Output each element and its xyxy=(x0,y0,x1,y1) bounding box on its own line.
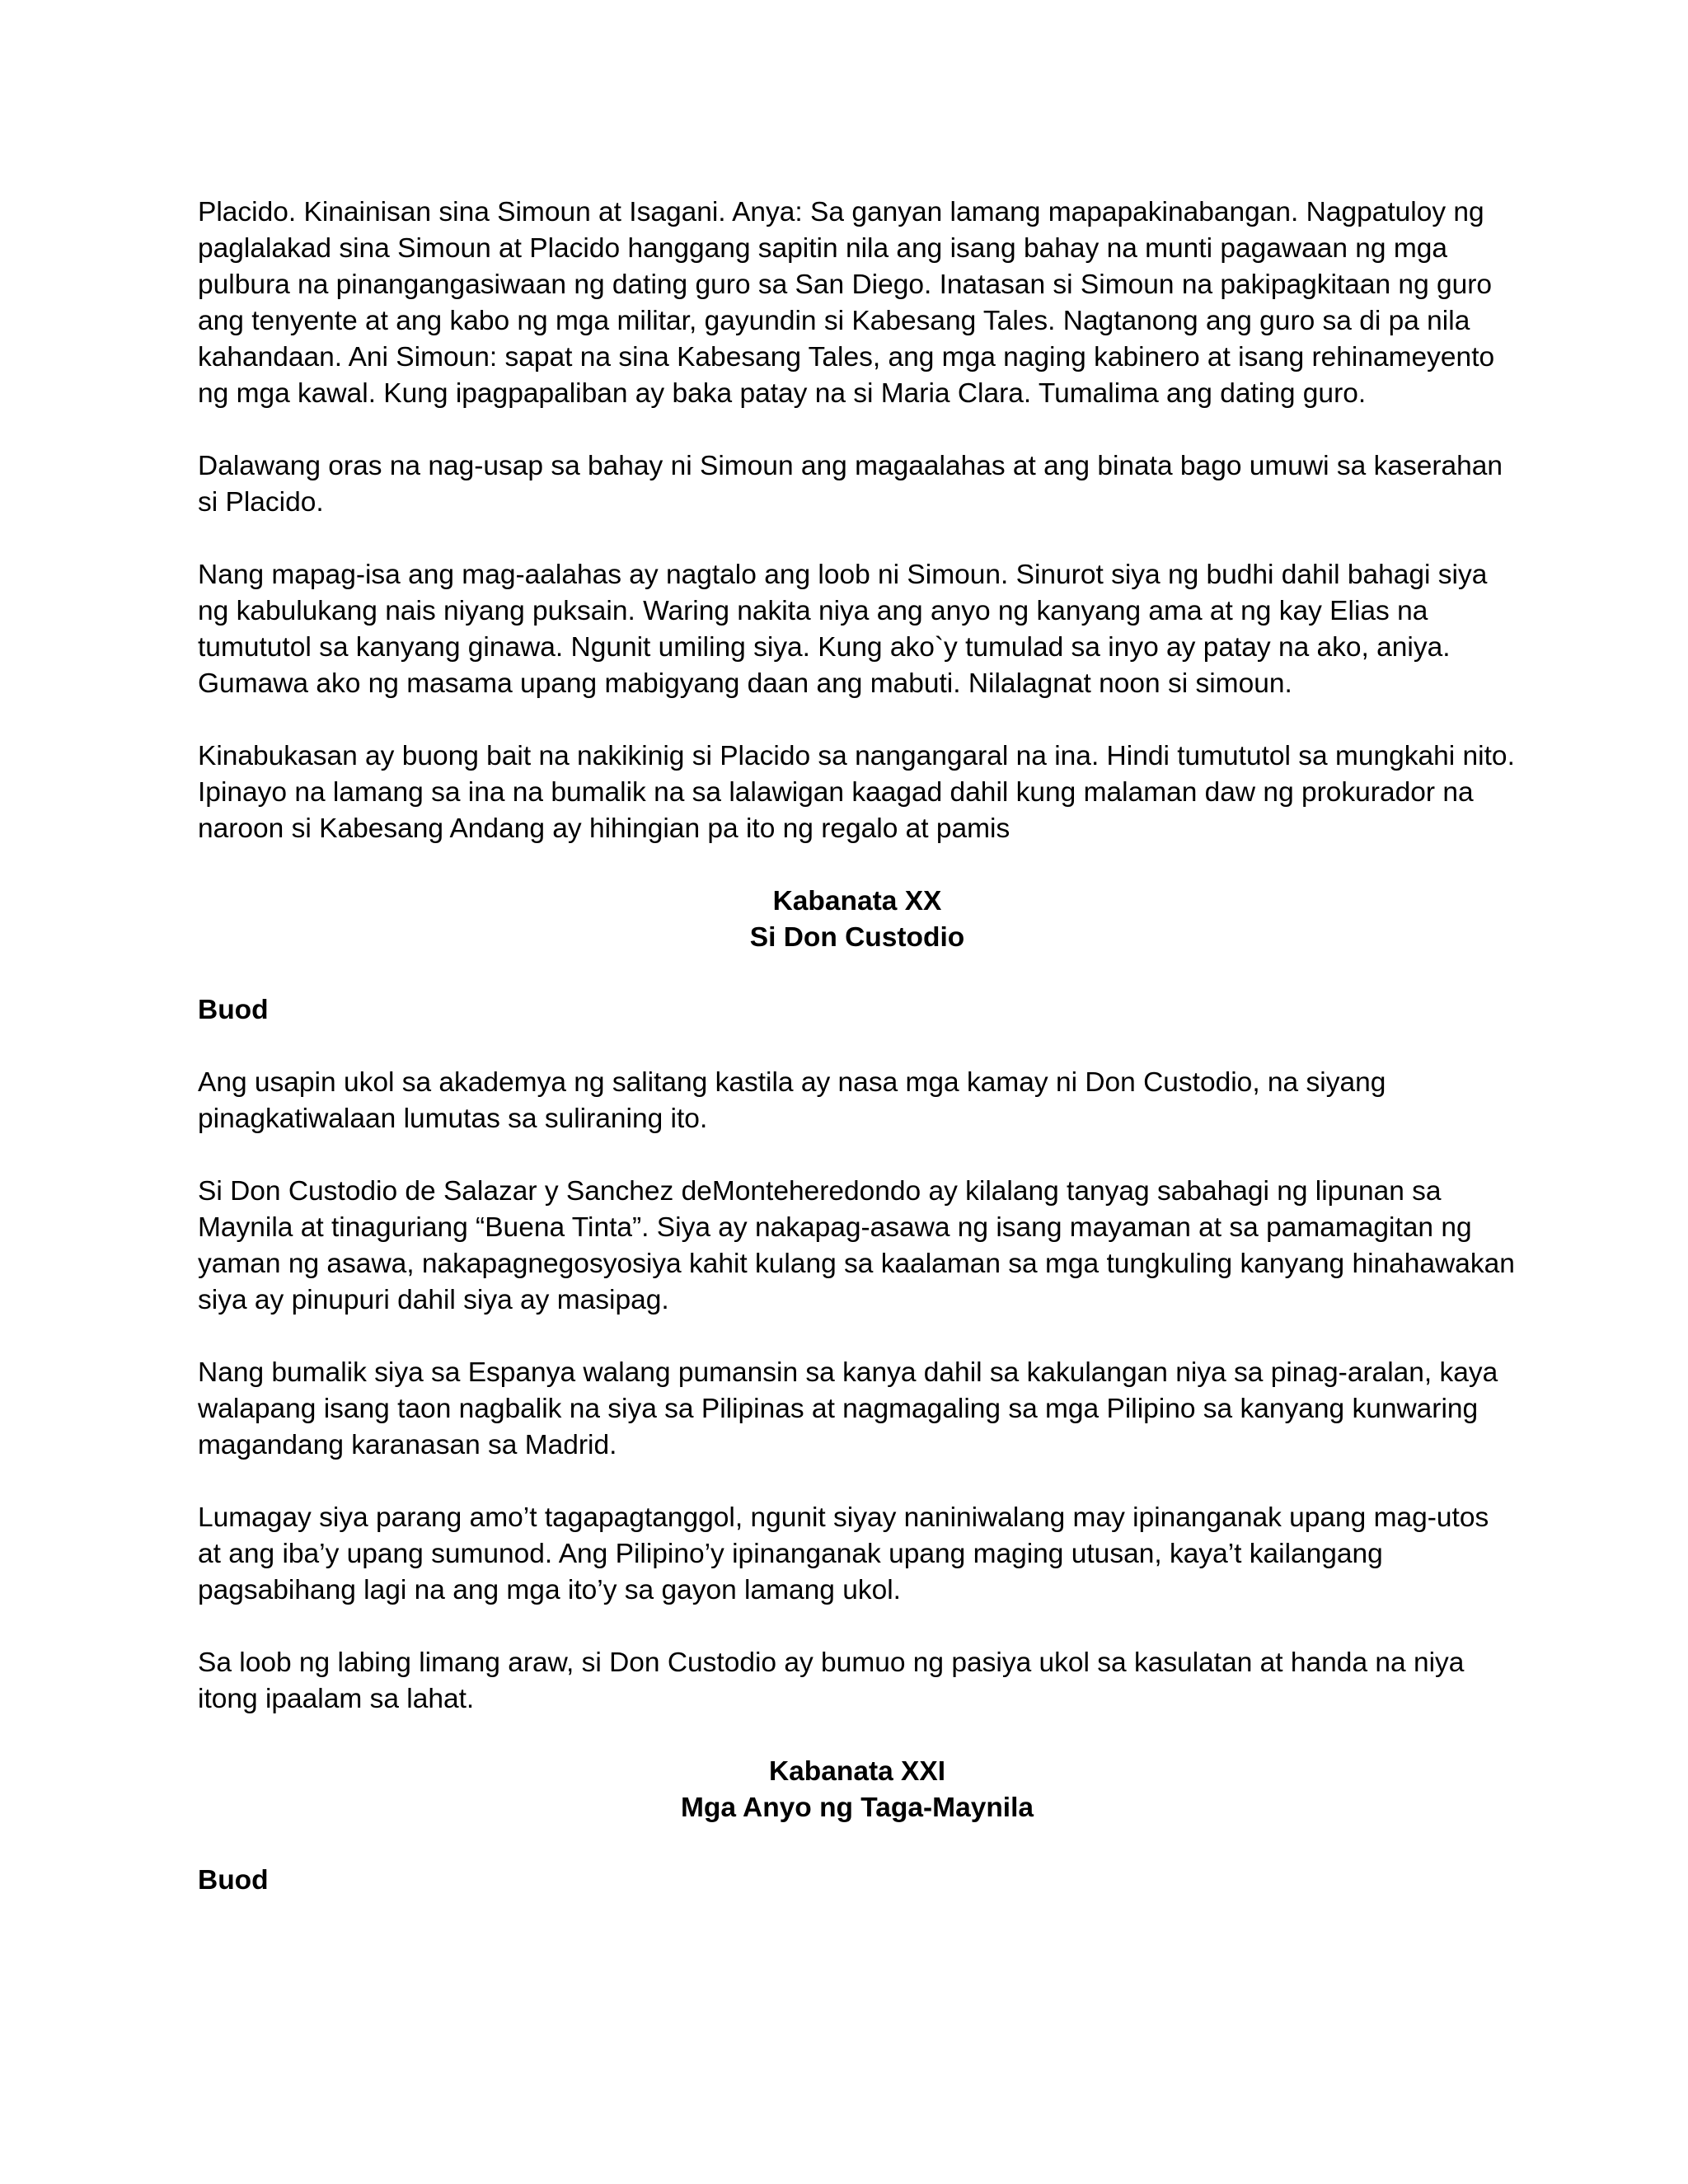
chapter-20-heading xyxy=(198,883,1517,956)
paragraph-dalawang-oras: Dalawang oras na nag-usap sa bahay ni Simoun ang magaalahas at ang binata bago umuwi sa kaserahan si Placido. xyxy=(198,451,1503,518)
paragraph-mapag-isa: Nang mapag-isa ang mag-aalahas ay nagtalo ang loob ni Simoun. Sinurot siya ng budhi dahil bahagi siya ng kabulukang nais niyang puksain. Waring nakita niya ang anyo ng kanyang ama at ng kay Elias na tumututol sa kanyang ginawa. Ngunit umiling siya. Kung ako`y tumulad sa inyo ay patay na ako, aniya. Gumawa ako ng masama upang mabigyang daan ang mabuti. Nilalagnat noon si simoun. xyxy=(198,560,1488,699)
chapter-20-paragraph-3: Nang bumalik siya sa Espanya walang pumansin sa kanya dahil sa kakulangan niya sa pinag-aralan, kaya walapang isang taon nagbalik na siya sa Pilipinas at nagmagaling sa mga Pilipino sa kanyang kunwaring magandang karanasan sa Madrid. xyxy=(198,1357,1498,1460)
chapter-21-title: Mga Anyo ng Taga-Maynila xyxy=(680,1793,1034,1823)
paragraph-kinabukasan: Kinabukasan ay buong bait na nakikinig si Placido sa nangangaral na ina. Hindi tumututol sa mungkahi nito. Ipinayo na lamang sa ina na bumalik na sa lalawigan kaagad dahil kung malaman daw ng prokurador na naroon si Kabesang Andang ay hihingian pa ito ng regalo at pamis xyxy=(198,741,1515,844)
chapter-20-paragraph-2: Si Don Custodio de Salazar y Sanchez deMonteheredondo ay kilalang tanyag sabahagi ng lipunan sa Maynila at tinaguriang “Buena Tinta”. Siya ay nakapag-asawa ng isang mayaman at sa pamamagitan ng yaman ng asawa, nakapagnegosyosiya kahit kulang sa kaalaman sa mga tungkuling kanyang hinahawakan siya ay pinupuri dahil siya ay masipag. xyxy=(198,1176,1515,1315)
chapter-20-paragraph-1: Ang usapin ukol sa akademya ng salitang kastila ay nasa mga kamay ni Don Custodio, na siyang pinagkatiwalaan lumutas sa suliraning ito. xyxy=(198,1067,1386,1134)
chapter-20-paragraph-5: Sa loob ng labing limang araw, si Don Custodio ay bumuo ng pasiya ukol sa kasulatan at handa na niya itong ipaalam sa lahat. xyxy=(198,1647,1465,1714)
chapter-20-number: Kabanata XX xyxy=(772,886,942,916)
paragraph-placido-simoun: Placido. Kinainisan sina Simoun at Isagani. Anya: Sa ganyan lamang mapapakinabangan. Nagpatuloy ng paglalakad sina Simoun at Placido hanggang sapitin nila ang isang bahay na munti pagawaan ng mga pulbura na pinangangasiwaan ng dating guro sa San Diego. Inatasan si Simoun na pakipagkitaan ng guro ang tenyente at ang kabo ng mga militar, gayundin si Kabesang Tales. Nagtanong ang guro sa di pa nila kahandaan. Ani Simoun: sapat na sina Kabesang Tales, ang mga naging kabinero at isang rehinameyento ng mga kawal. Kung ipagpapaliban ay baka patay na si Maria Clara. Tumalima ang dating guro. xyxy=(198,197,1495,409)
chapter-20-paragraph-4: Lumagay siya parang amo’t tagapagtanggol, ngunit siyay naniniwalang may ipinanganak upang mag-utos at ang iba’y upang sumunod. Ang Pilipino’y ipinanganak upang maging utusan, kaya’t kailangang pagsabihang lagi na ang mga ito’y sa gayon lamang ukol. xyxy=(198,1502,1489,1605)
chapter-21-number: Kabanata XXI xyxy=(768,1756,946,1787)
chapter-20-section-label: Buod xyxy=(198,995,269,1025)
chapter-21-heading xyxy=(198,1754,1517,1826)
chapter-20-title: Si Don Custodio xyxy=(749,922,965,953)
chapter-21-section-label: Buod xyxy=(198,1865,269,1896)
document-page xyxy=(198,194,1517,1935)
